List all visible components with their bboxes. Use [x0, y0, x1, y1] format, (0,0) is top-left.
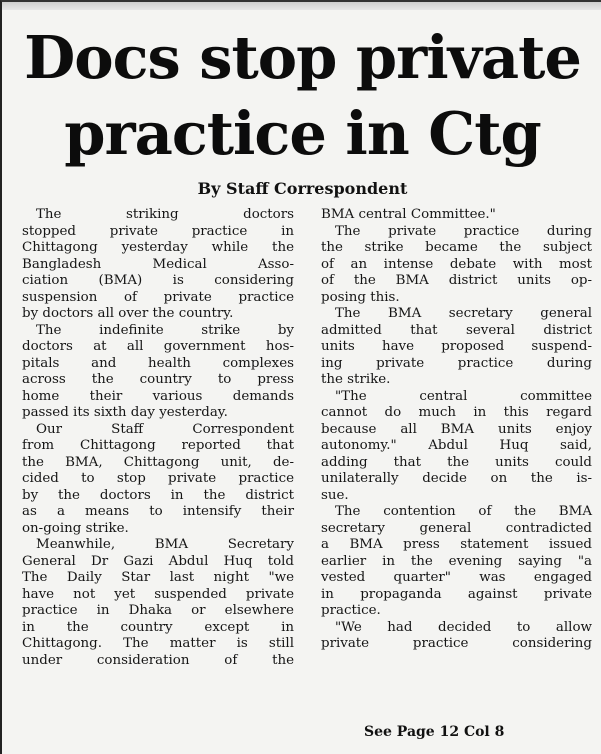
text-line: as a means to intensify their [22, 504, 294, 519]
text-line: in propaganda against private [321, 586, 592, 602]
text-line: vested quarter" was engaged [321, 570, 592, 585]
article-column-2 [321, 207, 592, 653]
text-line: private practice considering [321, 636, 592, 651]
text-line: doctors at all government hos- [22, 339, 294, 354]
text-line: ing private practice during [321, 355, 592, 371]
text-line: "The central committee [335, 388, 592, 404]
text-line: The striking doctors [36, 207, 294, 222]
text-line: Our Staff Correspondent [36, 421, 294, 437]
text-line: pitals and health complexes [22, 355, 294, 371]
text-line: by doctors all over the country. [22, 306, 234, 321]
text-line: cided to stop private practice [22, 471, 294, 486]
text-line: adding that the units could [321, 454, 592, 470]
text-line: on-going strike. [22, 520, 129, 536]
headline-line-2: practice in Ctg [64, 99, 541, 168]
text-line: The private practice during [335, 223, 592, 239]
text-line: passed its sixth day yesterday. [22, 405, 228, 420]
text-line: Chittagong. The matter is still [22, 636, 294, 651]
text-line: The contention of the BMA [335, 504, 592, 519]
continued-reference: See Page 12 Col 8 [364, 724, 505, 740]
text-line: the BMA, Chittagong unit, de- [22, 454, 294, 470]
text-line: home their various demands [22, 388, 294, 404]
text-line: practice in Dhaka or elsewhere [22, 603, 294, 618]
text-line: Bangladesh Medical Asso- [22, 256, 294, 272]
text-line: secretary general contradicted [321, 520, 592, 536]
text-line: Meanwhile, BMA Secretary [36, 537, 294, 552]
text-line: unilaterally decide on the is- [321, 471, 592, 486]
text-line: cannot do much in this regard [321, 405, 592, 420]
article-column-1 [22, 207, 294, 669]
text-line: autonomy." Abdul Huq said, [321, 438, 592, 453]
text-line: The BMA secretary general [335, 306, 592, 321]
text-line: suspension of private practice [22, 289, 294, 305]
text-line: Chittagong yesterday while the [22, 240, 294, 255]
text-line: have not yet suspended private [22, 586, 294, 602]
text-line: The indefinite strike by [36, 322, 294, 338]
text-line: under consideration of the [22, 652, 294, 668]
text-line: BMA central Committee." [321, 207, 496, 222]
text-line: a BMA press statement issued [321, 537, 592, 552]
text-line: sue. [321, 487, 349, 503]
text-line: of the BMA district units op- [321, 273, 592, 288]
text-line: stopped private practice in [22, 223, 294, 239]
byline: By Staff Correspondent [197, 179, 408, 198]
text-line: by the doctors in the district [22, 487, 294, 503]
text-line: units have proposed suspend- [321, 339, 592, 354]
text-line: from Chittagong reported that [22, 438, 294, 453]
top-edge [2, 2, 601, 10]
text-line: General Dr Gazi Abdul Huq told [22, 553, 294, 569]
text-line: the strike became the subject [321, 240, 592, 255]
text-line: because all BMA units enjoy [321, 421, 592, 437]
text-line: "We had decided to allow [335, 619, 592, 635]
text-line: of an intense debate with most [321, 256, 592, 272]
text-line: posing this. [321, 289, 400, 305]
text-line: earlier in the evening saying "a [321, 553, 592, 569]
text-line: across the country to press [22, 372, 294, 387]
text-line: ciation (BMA) is considering [22, 273, 294, 288]
text-line: practice. [321, 603, 381, 618]
headline-line-1: Docs stop private [24, 23, 581, 92]
text-line: admitted that several district [321, 322, 592, 338]
text-line: the strike. [321, 372, 391, 387]
text-line: in the country except in [22, 619, 294, 635]
text-line: The Daily Star last night "we [22, 570, 294, 585]
